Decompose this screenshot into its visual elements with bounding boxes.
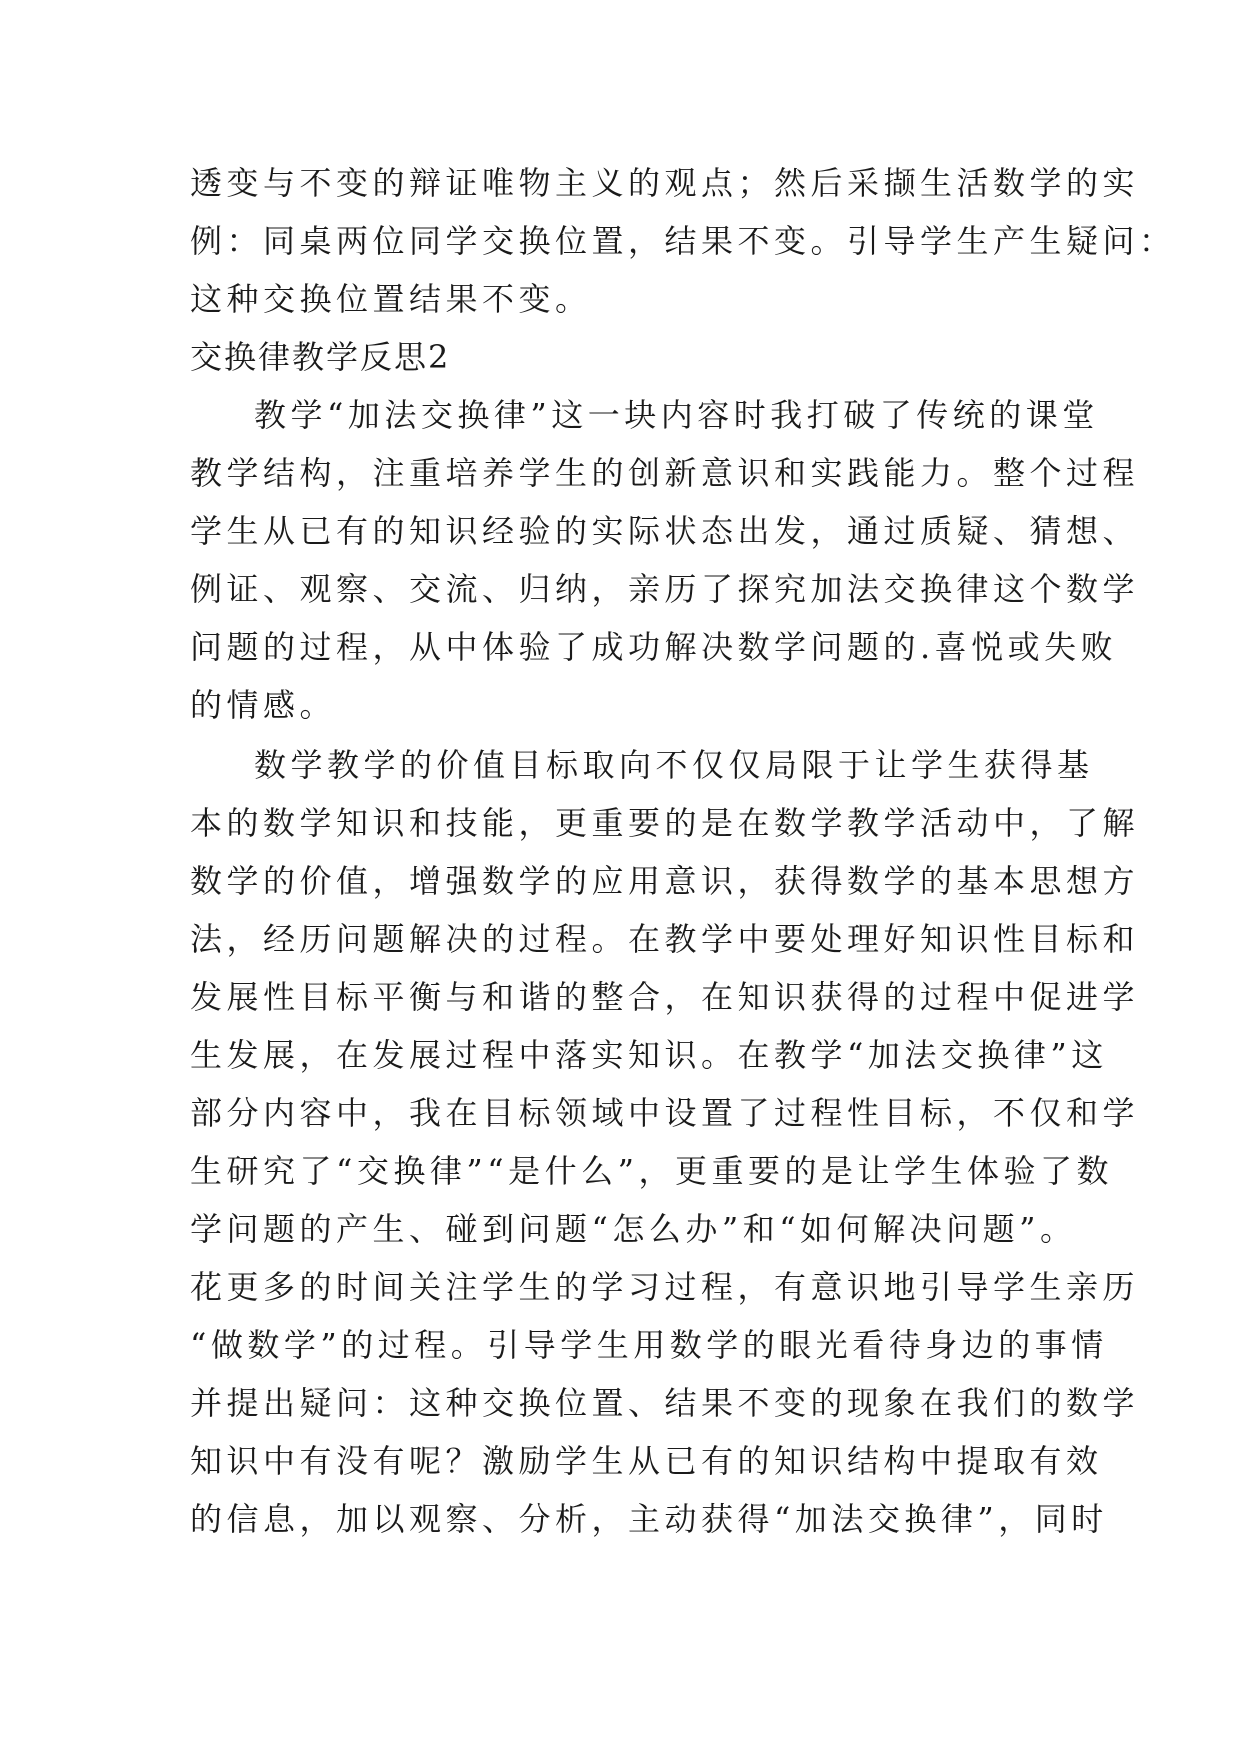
text-line: 本的数学知识和技能，更重要的是在数学教学活动中，了解 <box>190 804 1140 842</box>
text-line: 例证、观察、交流、归纳，亲历了探究加法交换律这个数学 <box>190 570 1140 608</box>
text-line: 部分内容中，我在目标领域中设置了过程性目标，不仅和学 <box>190 1094 1140 1132</box>
text-line: 数学的价值，增强数学的应用意识，获得数学的基本思想方 <box>190 862 1140 900</box>
section-heading: 交换律教学反思2 <box>190 338 451 376</box>
text-line: 知识中有没有呢？激励学生从已有的知识结构中提取有效 <box>190 1442 1103 1480</box>
text-line: 花更多的时间关注学生的学习过程，有意识地引导学生亲历 <box>190 1268 1140 1306</box>
text-line: 的情感。 <box>190 686 337 724</box>
paragraph-first-line: 教学“加法交换律”这一块内容时我打破了传统的课堂 <box>254 396 1099 434</box>
text-line: 例：同桌两位同学交换位置，结果不变。引导学生产生疑问： <box>190 222 1176 260</box>
text-line: 教学结构，注重培养学生的创新意识和实践能力。整个过程 <box>190 454 1140 492</box>
paragraph-first-line: 数学教学的价值目标取向不仅仅局限于让学生获得基 <box>254 746 1094 784</box>
text-line: 并提出疑问：这种交换位置、结果不变的现象在我们的数学 <box>190 1384 1140 1422</box>
text-line: 生发展，在发展过程中落实知识。在教学“加法交换律”这 <box>190 1036 1108 1074</box>
text-line: 的信息，加以观察、分析，主动获得“加法交换律”，同时 <box>190 1500 1108 1538</box>
text-line: 生研究了“交换律”“是什么”，更重要的是让学生体验了数 <box>190 1152 1113 1190</box>
text-line: 透变与不变的辩证唯物主义的观点；然后采撷生活数学的实 <box>190 164 1140 202</box>
text-line: 学问题的产生、碰到问题“怎么办”和“如何解决问题”。 <box>190 1210 1077 1248</box>
text-line: 问题的过程，从中体验了成功解决数学问题的.喜悦或失败 <box>190 628 1118 666</box>
text-line: 发展性目标平衡与和谐的整合，在知识获得的过程中促进学 <box>190 978 1140 1016</box>
text-line: “做数学”的过程。引导学生用数学的眼光看待身边的事情 <box>190 1326 1108 1364</box>
text-line: 这种交换位置结果不变。 <box>190 280 592 318</box>
text-line: 法，经历问题解决的过程。在教学中要处理好知识性目标和 <box>190 920 1140 958</box>
text-line: 学生从已有的知识经验的实际状态出发，通过质疑、猜想、 <box>190 512 1140 550</box>
